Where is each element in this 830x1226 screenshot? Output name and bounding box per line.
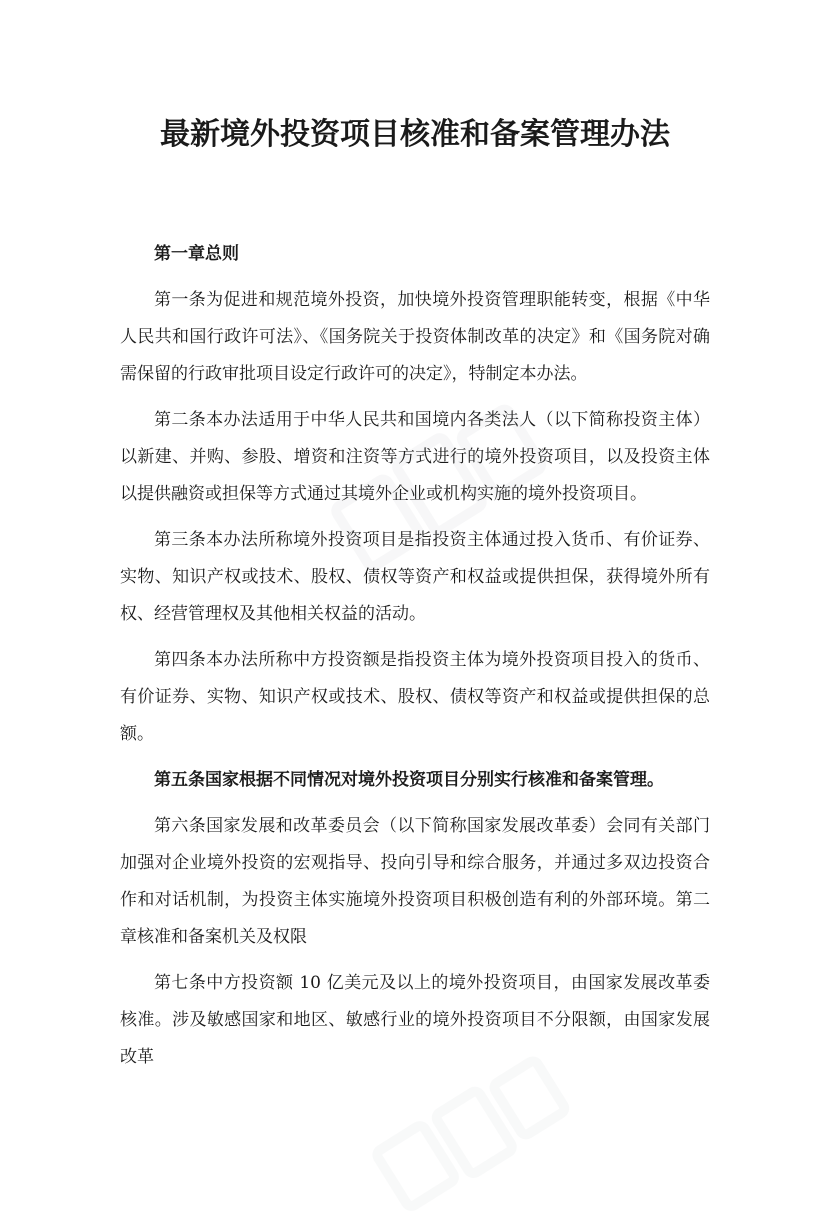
article-2: 第二条本办法适用于中华人民共和国境内各类法人（以下简称投资主体）以新建、并购、参股、增资和注资等方式进行的境外投资项目，以及投资主体以提供融资或担保等方式通过其境外企业或机构实施的境外投资项目。 — [120, 410, 710, 504]
document-body — [120, 236, 710, 1085]
chapter-heading: 第一章总则 — [154, 244, 239, 264]
article-3: 第三条本办法所称境外投资项目是指投资主体通过投入货币、有价证券、实物、知识产权或技术、股权、债权等资产和权益或提供担保，获得境外所有权、经营管理权及其他相关权益的活动。 — [120, 530, 710, 624]
article-7: 第七条中方投资额 10 亿美元及以上的境外投资项目，由国家发展改革委核准。涉及敏感国家和地区、敏感行业的境外投资项目不分限额，由国家发展改革 — [120, 973, 710, 1067]
article-4: 第四条本办法所称中方投资额是指投资主体为境外投资项目投入的货币、有价证券、实物、知识产权或技术、股权、债权等资产和权益或提供担保的总额。 — [120, 650, 710, 744]
article-1: 第一条为促进和规范境外投资，加快境外投资管理职能转变，根据《中华人民共和国行政许可法》、《国务院关于投资体制改革的决定》和《国务院对确需保留的行政审批项目设定行政许可的决定》，特制定本办法。 — [120, 290, 710, 384]
article-6: 第六条国家发展和改革委员会（以下简称国家发展改革委）会同有关部门加强对企业境外投资的宏观指导、投向引导和综合服务，并通过多双边投资合作和对话机制，为投资主体实施境外投资项目积极创造有利的外部环境。第二章核准和备案机关及权限 — [120, 816, 710, 947]
article-5: 第五条国家根据不同情况对境外投资项目分别实行核准和备案管理。 — [154, 770, 664, 790]
document-title: 最新境外投资项目核准和备案管理办法 — [160, 117, 670, 152]
